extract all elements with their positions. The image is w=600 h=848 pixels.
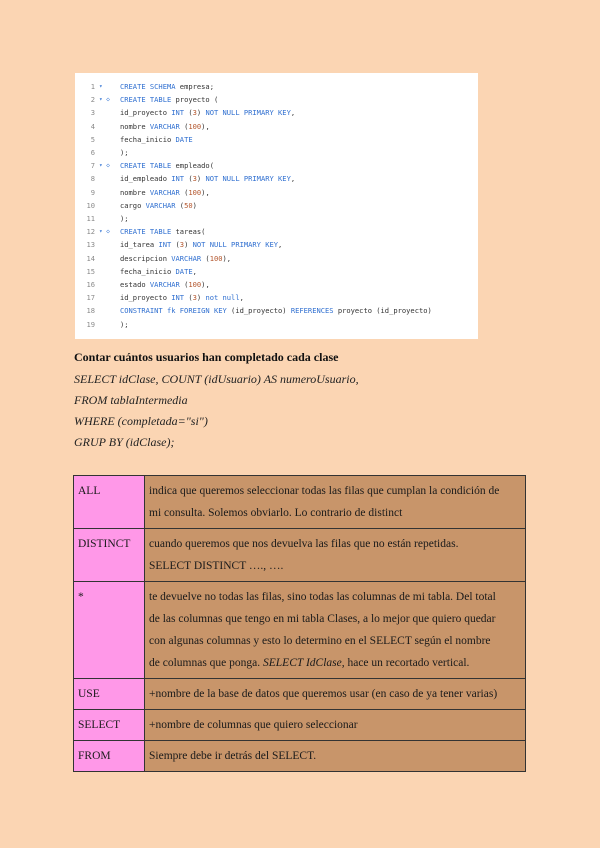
code-token: , [290,108,296,118]
sql-keyword: VARCHAR [149,121,180,131]
description-cell [145,529,526,582]
code-text [120,318,129,331]
code-token: ( [201,253,210,263]
code-line [75,80,478,93]
code-token: id_tarea [120,240,159,250]
sql-line: SELECT idClase, COUNT (idUsuario) AS numeroUsuario, [74,372,359,386]
code-token: id_proyecto [120,108,172,118]
table-row [74,679,526,710]
code-token: ) [184,240,193,250]
code-token: nombre [120,187,150,197]
table-row [74,710,526,741]
code-token: ) [192,200,197,210]
code-token: , [239,293,244,303]
code-text [120,252,231,265]
term-cell: SELECT [74,710,145,741]
code-text [120,159,214,172]
code-token: ( [179,187,189,197]
fold-marker-icon[interactable]: ▾ ◇ [99,162,110,170]
code-token: ( [171,240,180,250]
description-line [149,652,521,674]
description-text: hace un recortado vertical. [344,657,470,669]
line-number: 17 [86,293,95,303]
code-text [120,146,129,159]
code-token: (id_proyecto) [231,306,291,316]
description-line: de las columnas que tengo en mi tabla Clases, a lo mejor que quiero quedar [149,613,496,625]
code-line [75,252,478,265]
code-text [120,278,210,291]
line-number: 13 [86,240,95,250]
description-line: cuando queremos que nos devuelva las filas que no están repetidas. [149,538,459,550]
code-token: id_empleado [120,174,172,184]
sql-line: GRUP BY (idClase); [74,435,175,449]
code-token: cargo [120,200,146,210]
code-text [120,80,214,93]
sql-keyword: VARCHAR [145,200,176,210]
sql-number: 100 [188,280,202,289]
sql-number: 100 [209,253,223,263]
code-token: ( [184,174,193,184]
code-token: ( [184,293,193,303]
code-token: ( [175,200,185,210]
description-line: mi consulta. Solemos obviarlo. Lo contrario de distinct [149,507,403,519]
code-text [120,238,282,251]
line-number: 16 [86,280,95,289]
sql-keyword: INT [171,108,185,118]
code-line [75,278,478,291]
description-line: +nombre de columnas que quiero seleccionar [149,719,358,731]
code-text [120,265,197,278]
sql-keyword: CREATE TABLE [120,161,176,171]
description-cell [145,476,526,529]
description-text: de columnas que ponga. [149,657,264,669]
description-line: te devuelve no todas las filas, sino todas las columnas de mi tabla. Del total [149,591,496,603]
code-line [75,146,478,159]
sql-keyword: CREATE TABLE [120,95,176,105]
description-line: SELECT DISTINCT …., …. [149,560,284,572]
sql-keyword: NOT NULL PRIMARY KEY [205,108,291,118]
code-line [75,265,478,278]
description-cell [145,741,526,772]
line-number: 18 [86,306,95,316]
line-number: 12 [86,227,95,237]
sql-keyword: VARCHAR [149,187,180,197]
code-token: ) [196,174,206,184]
sql-keyword: INT [171,174,185,184]
description-line: +nombre de la base de datos que queremos usar (en caso de ya tener varias) [149,688,498,700]
sql-number: 50 [184,200,193,210]
code-token: fecha_inicio [120,266,176,276]
term-cell: * [74,582,145,679]
code-line [75,199,478,212]
code-token: id_proyecto [120,293,172,303]
table-row [74,741,526,772]
code-token: ( [179,121,189,131]
description-cell [145,710,526,741]
sql-number: 100 [188,121,202,131]
code-text [120,133,193,146]
code-token: ); [120,148,129,157]
sql-keyword: INT [158,240,172,250]
sql-keyword: DATE [175,266,193,276]
code-token: ) [196,108,206,118]
line-number: 3 [90,108,95,118]
code-text [120,106,295,119]
code-line [75,318,478,331]
sql-keyword: NOT NULL PRIMARY KEY [205,174,291,184]
term-cell: FROM [74,741,145,772]
line-number: 1 [90,82,95,91]
sql-keyword: VARCHAR [149,280,180,289]
sql-number: 3 [179,240,185,250]
line-number: 19 [86,319,95,329]
code-token: proyecto ( [175,95,219,105]
code-line [75,212,478,225]
terms-table [73,475,526,772]
description-line: Siempre debe ir detrás del SELECT. [149,750,317,762]
code-text [120,212,129,225]
description-cell [145,679,526,710]
code-line [75,120,478,133]
table-row [74,529,526,582]
line-number: 2 [90,95,95,105]
code-line [75,186,478,199]
sql-number: 3 [192,108,197,118]
code-token: ); [120,214,129,223]
code-text [120,225,205,238]
description-line: indica que queremos seleccionar todas las filas que cumplan la condición de [149,485,500,497]
sql-line: WHERE (completada="si") [74,414,208,428]
code-line [75,133,478,146]
code-token: ), [201,280,210,289]
code-token: ), [201,187,210,197]
line-number: 6 [90,148,95,157]
code-line [75,159,478,172]
fold-marker-icon[interactable]: ▾ [99,83,103,90]
code-line [75,304,478,317]
code-token: proyecto (id_proyecto) [337,306,432,316]
sql-keyword: DATE [175,134,193,144]
code-screenshot [75,73,478,339]
code-token: empleado( [175,161,214,171]
line-number: 14 [86,253,95,263]
sql-number: 100 [188,187,202,197]
code-token: fecha_inicio [120,134,176,144]
term-cell: ALL [74,476,145,529]
code-token: descripcion [120,253,172,263]
sql-number: 3 [192,293,197,303]
line-number: 7 [90,161,95,171]
line-number: 10 [86,200,95,210]
table-row [74,582,526,679]
code-text [120,199,197,212]
sql-number: 3 [192,174,197,184]
code-line [75,106,478,119]
sql-keyword: CREATE TABLE [120,227,176,237]
table-row [74,476,526,529]
sql-keyword: CREATE SCHEMA [120,82,180,91]
code-text [120,93,218,106]
code-token: ( [184,108,193,118]
sql-keyword: CONSTRAINT fk FOREIGN KEY [120,306,232,316]
inline-sql: SELECT IdClase, [263,657,345,669]
code-line [75,172,478,185]
code-token: ), [222,253,232,263]
fold-marker-icon[interactable]: ▾ ◇ [99,228,110,236]
line-number: 8 [90,174,95,184]
code-line [75,93,478,106]
sql-keyword: VARCHAR [171,253,202,263]
line-number: 15 [86,266,95,276]
term-cell: DISTINCT [74,529,145,582]
code-text [120,186,210,199]
sql-line: FROM tablaIntermedia [74,393,188,407]
code-token: empresa; [179,82,214,91]
sql-keyword: NOT NULL PRIMARY KEY [192,240,279,250]
code-text [120,172,295,185]
code-line [75,238,478,251]
description-line: con algunas columnas y esto lo determino en el SELECT según el nombre [149,635,491,647]
code-token: estado [120,280,150,289]
code-token: nombre [120,121,150,131]
code-token: , [192,266,197,276]
section-heading: Contar cuántos usuarios han completado cada clase [74,350,339,364]
term-cell: USE [74,679,145,710]
line-number: 5 [90,134,95,144]
fold-marker-icon[interactable]: ▾ ◇ [99,96,110,104]
line-number: 11 [86,214,95,223]
sql-keyword: REFERENCES [290,306,338,316]
code-text [120,304,432,317]
code-text [120,120,210,133]
sql-keyword: INT [171,293,185,303]
code-token: , [290,174,296,184]
code-line [75,291,478,304]
description-cell [145,582,526,679]
line-number: 4 [90,121,95,131]
code-text [120,291,244,304]
code-line [75,225,478,238]
code-token: tareas( [175,227,206,237]
code-token: ), [201,121,210,131]
code-token: ( [179,280,189,289]
code-token: , [278,240,283,250]
code-token: ); [120,319,129,329]
code-token: ) [196,293,206,303]
line-number: 9 [90,187,95,197]
sql-keyword: not null [205,293,240,303]
